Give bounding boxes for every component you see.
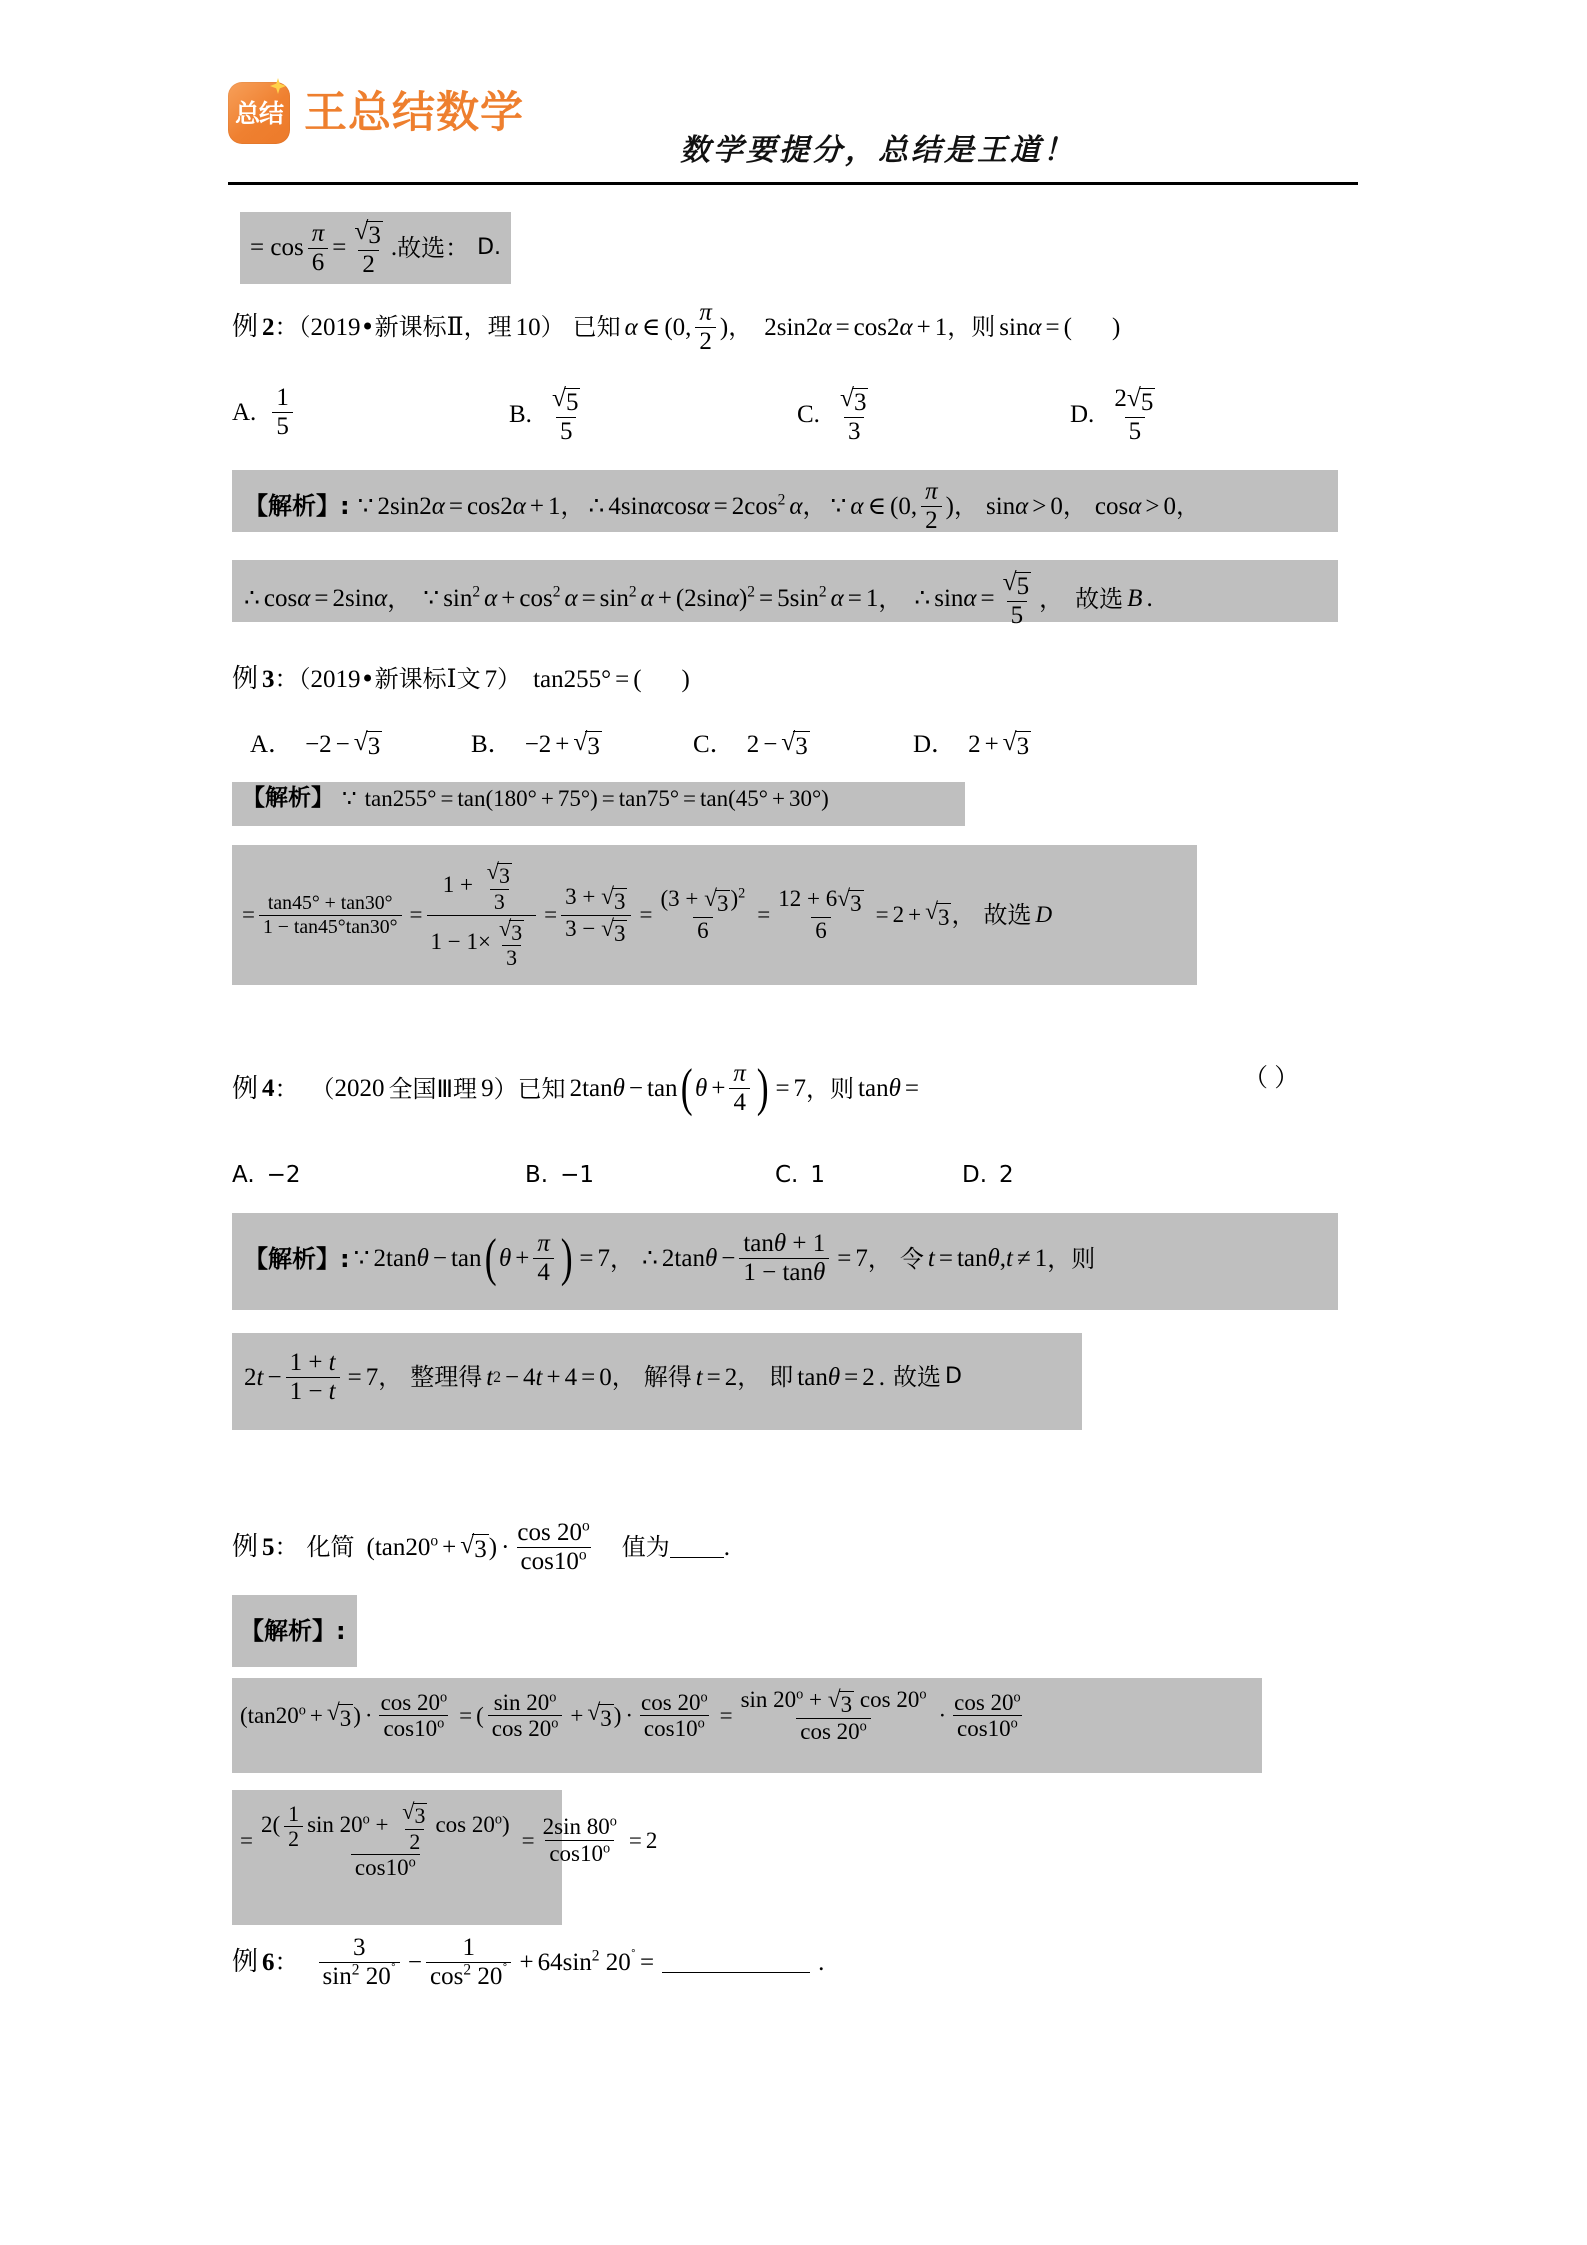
option-c[interactable]: C. √ 3 3 [797,383,867,445]
option-b-key: B. [525,1162,549,1188]
option-c-key: C. [775,1162,799,1188]
example-4-answer: D [944,1364,962,1390]
previous-answer-line: = cos $\frac{\pi}{6}$ = √ 3 2 . 故选： D. [240,212,511,284]
example-2-stem: 例 2 ：（ 2019 •新课标 Ⅱ ，理 10 ） 已知 α ∈ (0, $\frac{\pi}{2}$ ) ， 2sin2 α = cos2 α + 1 ，则 sin α = ( ) [232,299,1121,355]
example-3-solution-line-2: = $\frac{\tan 45^\circ + \tan 30^\circ}{1 - \tan 45^\circ\tan 30^\circ}$ = 1 + √ 3 3 1 − 1× √ 3 3 = 3 + √ 3 3 − √ 3 = (3 + √ 3 )$^2$ 6 = 12 + 6 √ 3 6 = 2 + √ 3 ， 故选 D [242,859,1053,971]
option-d[interactable] [962,1163,1014,1188]
option-b-key: B. [509,401,532,429]
brand-logo [228,82,524,144]
example-5-answer: 2 [645,1827,658,1853]
option-b-value: −1 [560,1162,594,1188]
solution-label: 【解析】 [242,785,334,811]
solution-label: 【解析】: [244,492,350,521]
example-4-answer-paren: （ ） [1243,1065,1300,1092]
option-c-key: C. [797,401,820,429]
option-b-key: B． [471,730,513,758]
example-5-stem: 例 5 ： 化简 (tan20$^o$ + √ 3 ) · $\frac{\cos 20^o}{\cos 10^o}$ 值为 . [232,1517,730,1575]
option-d-key: D. [1070,401,1095,429]
logo-badge-text: 总结 [234,98,283,128]
example-4-solution-line-2: 2 t − $\frac{1 + t}{1 - t}$ = 7 ， 整理得 t 2 − 4 t + 4 = 0 ， 解得 t = 2 ， 即 tan θ = 2 . 故选 D [244,1349,962,1405]
example-2-answer: B [1127,585,1143,613]
example-2-solution-line-1: 【解析】: ∵ 2sin2 α = cos2 α + 1 ， ∴ 4sin α cos α = $2\cos^2$ α ， ∵ α ∈ (0, $\frac{\pi}{2}$ ) ， sin α > 0 ， cos α > 0 ， [244,478,1200,534]
option-a-key: A. [232,398,257,426]
option-d[interactable]: D． 2 + √ 3 [913,727,1030,760]
option-d[interactable]: D. 2 √ 5 5 [1070,383,1154,445]
logo-badge-icon [228,82,290,144]
option-b[interactable]: B． −2 + √ 3 [471,727,600,760]
option-b[interactable]: B. √ 5 5 [509,383,579,445]
option-a-key: A． [250,730,294,758]
option-b[interactable] [525,1163,594,1188]
option-d-value: 2 [999,1162,1014,1188]
option-c[interactable] [775,1163,825,1188]
option-d-key: D. [962,1162,988,1188]
example-4-stem: 例 4 ： （ 2020 全国Ⅲ理 9 ） 已知 2tan θ − tan ( θ + $\frac{\pi}{4}$ ) = 7 ，则 tan θ = [232,1059,919,1117]
example-5-solution-line-2: = 2( $\frac{1}{2}$ $\sin 20^o$ + √ 3 2 cos 20$^o$) cos10$^o$ = $\frac{2\sin 80^o}{\cos 10^o}$ = 2 [240,1799,658,1881]
example-2-solution-line-2: ∴ cos α = 2sin α ， ∵ $\sin^2$ α + $\cos^2$ α = $\sin^2$ α + (2sin α )$^2$ = $5\sin^2$ α = 1 ， ∴ sin α = √ 5 5 ， 故选 B . [244,567,1153,629]
option-c-value: 1 [810,1162,826,1188]
option-a[interactable]: A. $\frac{1}{5}$ [232,385,297,440]
example-5-solution-line-1: (tan20$^o$ + √ 3 ) · $\frac{\cos 20^o}{\cos 10^o}$ = ( $\frac{\sin 20^o}{\cos 20^o}$ + √ 3 ) · $\frac{\cos 20^o}{\cos 10^o}$ = $\sin 20^o$ + √ 3 cos 20$^o$ cos 20$^o$ · $\frac{\cos 20^o}{\cos 10^o}$ [240,1686,1021,1744]
example-3-stem: 例 3 ：（ 2019 •新课标 Ⅰ 文 7 ） tan255° = ( ) [232,664,690,694]
option-a[interactable]: A． −2 − √ 3 [250,727,381,760]
header-slogan: 数学要提分，总结是王道！ [680,133,1076,168]
solution-label: 【解析】: [240,1617,346,1645]
logo-wordmark: 王总结数学 [304,87,524,138]
example-5-solution-label-wrap [240,1618,346,1644]
solution-label: 【解析】: [244,1244,350,1273]
header-divider [228,182,1358,185]
sparkle-icon [270,78,286,94]
example-4-solution-line-1: 【解析】: ∵ 2tan θ − tan ( θ + $\frac{\pi}{4}$ ) = 7 ， ∴ 2tan θ − $\frac{\tan\theta + 1}{1 - \tan\theta}$ = 7 ， 令 t = tan θ , t ≠ 1 ，则 [244,1229,1096,1287]
option-d-key: D． [913,730,957,758]
example-3-answer: D [1035,902,1053,928]
page-header [228,70,1358,180]
example-6-stem: 例 6 ： $\frac{3}{\sin^2 20^˚}$ − $\frac{1}{\cos^2 20^˚}$ + $64\sin^2$ 20˚ = . [232,1934,825,1990]
option-a-value: −2 [266,1162,301,1188]
option-c[interactable]: C． 2 − √ 3 [693,727,808,760]
example-5-prompt: 化简 [306,1533,355,1562]
example-3-solution-line-1: 【解析】 ∵ tan255° = tan(180° + 75°) = tan75° = tan(45° + 30°) [242,785,829,811]
option-a[interactable] [232,1163,301,1188]
option-a-key: A. [232,1162,255,1188]
option-c-key: C． [693,730,735,758]
